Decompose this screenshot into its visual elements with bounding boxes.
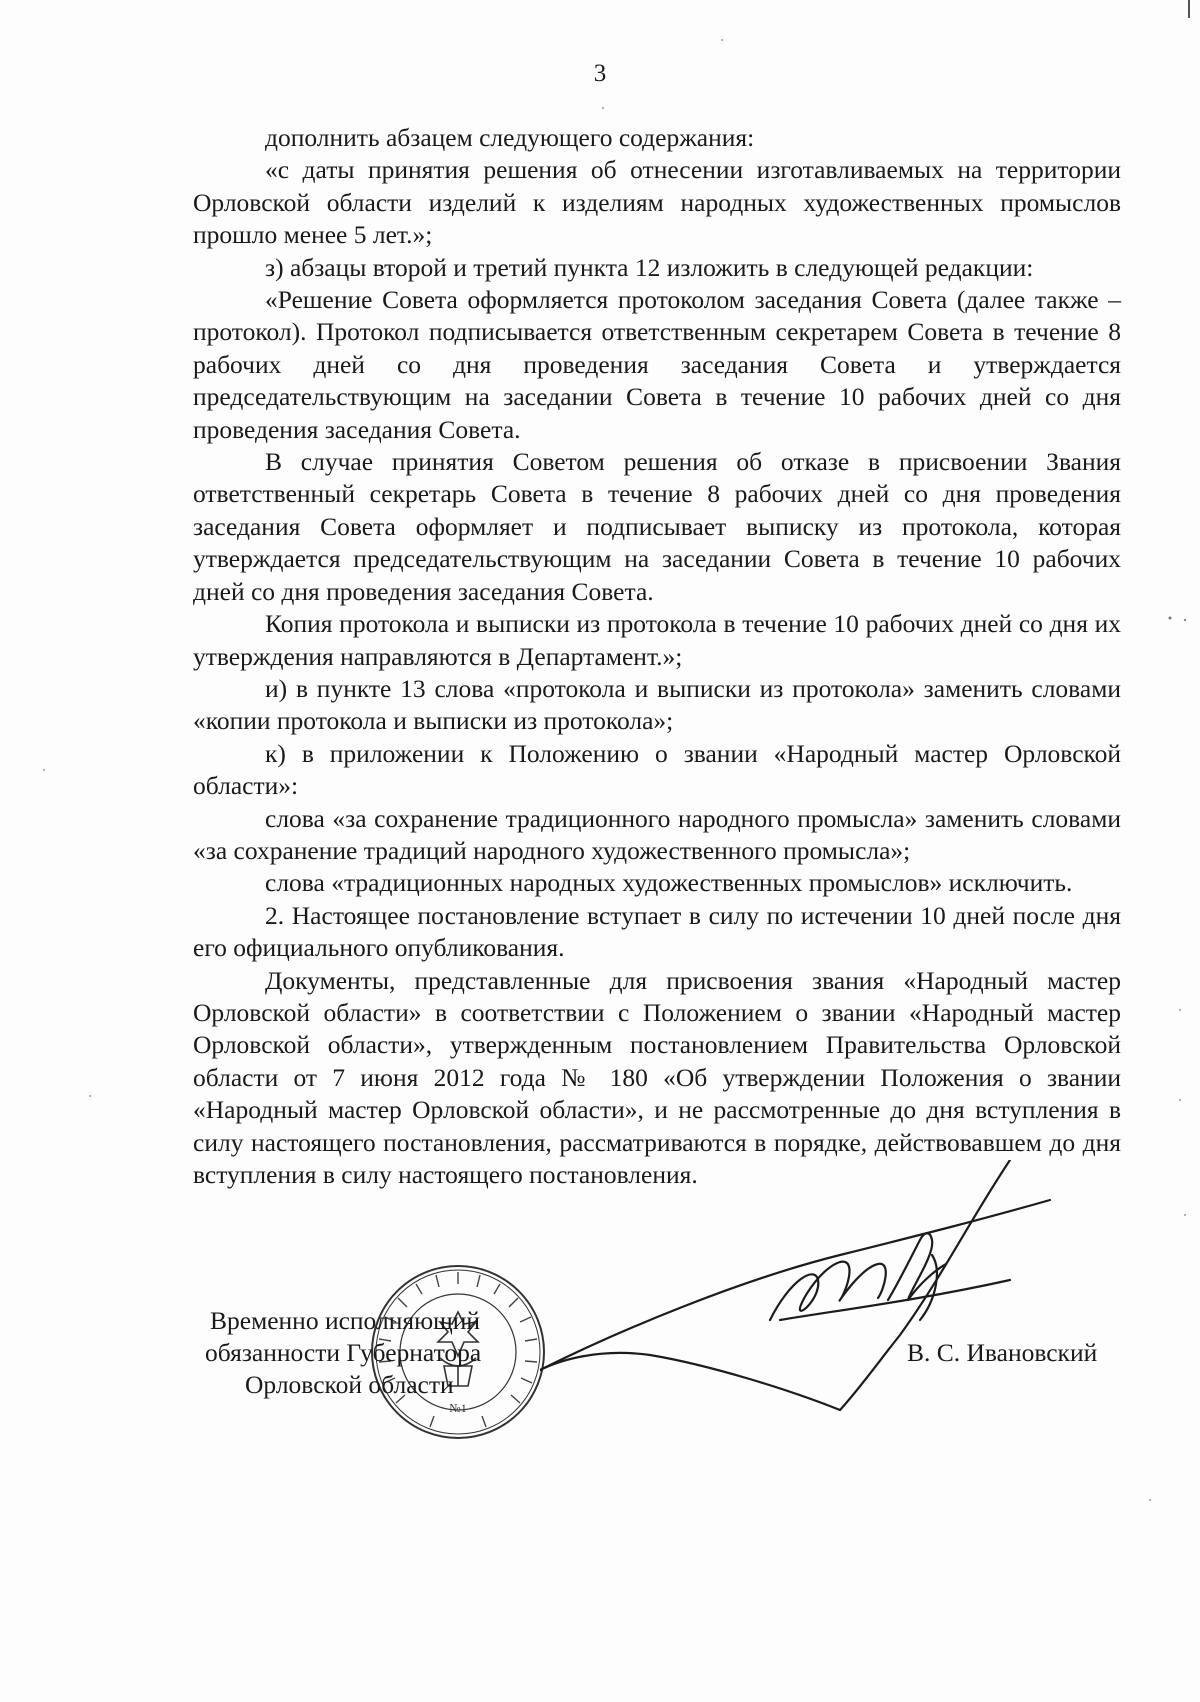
paragraph: к) в приложении к Положению о звании «Народный мастер Орловской области»:	[193, 738, 1121, 801]
signatory-title-line: обязанности Губернатора	[205, 1338, 482, 1367]
document-body	[193, 122, 1121, 1191]
svg-text:№1: №1	[449, 1401, 467, 1415]
signatory-title-line: Временно исполняющий	[210, 1306, 481, 1335]
paragraph: «Решение Совета оформляется протоколом заседания Совета (далее также – протокол). Протокол подписывается ответственным секретарем Совета в течение 8 рабочих дней со дня проведения заседания Совета и утверждается председательствующим на заседании Совета в течение 10 рабочих дней со дня проведения заседания Совета.	[193, 285, 1121, 444]
paragraph: Копия протокола и выписки из протокола в течение 10 рабочих дней со дня их утверждения направляются в Департамент.»;	[193, 609, 1121, 671]
page-number: 3	[593, 60, 607, 87]
paragraph: з) абзацы второй и третий пункта 12 изложить в следующей редакции:	[265, 252, 1034, 282]
signatory-title-line: Орловской области	[245, 1370, 454, 1399]
paragraph: и) в пункте 13 слова «протокола и выписки из протокола» заменить словами «копии протокола и выписки из протокола»;	[193, 673, 1121, 736]
paragraph: слова «за сохранение традиционного народного промысла» заменить словами «за сохранение традиций народного художественного промысла»;	[193, 803, 1121, 865]
handwritten-signature	[540, 1160, 1110, 1460]
paragraph: слова «традиционных народных художественных промыслов» исключить.	[265, 868, 1073, 898]
signatory-title	[205, 1305, 481, 1401]
paragraph: «с даты принятия решения об отнесении изготавливаемых на территории Орловской области изделий к изделиям народных художественных промыслов прошло менее 5 лет.»;	[193, 155, 1121, 250]
signatory-name: В. С. Ивановский	[907, 1338, 1098, 1367]
paragraph: В случае принятия Советом решения об отказе в присвоении Звания ответственный секретарь Совета в течение 8 рабочих дней со дня проведения заседания Совета оформляет и подписывает выписку из протокола, которая утверждается председательствующим на заседании Совета в течение 10 рабочих дней со дня проведения заседания Совета.	[193, 447, 1121, 606]
paragraph: Документы, представленные для присвоения звания «Народный мастер Орловской области» в соответствии с Положением о звании «Народный мастер Орловской области», утвержденным постановлением Правительства Орловской области от 7 июня 2012 года № 180 «Об утверждении Положения о звании «Народный мастер Орловской области», и не рассмотренные до дня вступления в силу настоящего постановления, рассматриваются в порядке, действовавшем до дня вступления в силу настоящего постановления.	[193, 965, 1121, 1189]
paragraph: 2. Настоящее постановление вступает в силу по истечении 10 дней после дня его официального опубликования.	[193, 900, 1121, 963]
paragraph: дополнить абзацем следующего содержания:	[265, 123, 755, 152]
